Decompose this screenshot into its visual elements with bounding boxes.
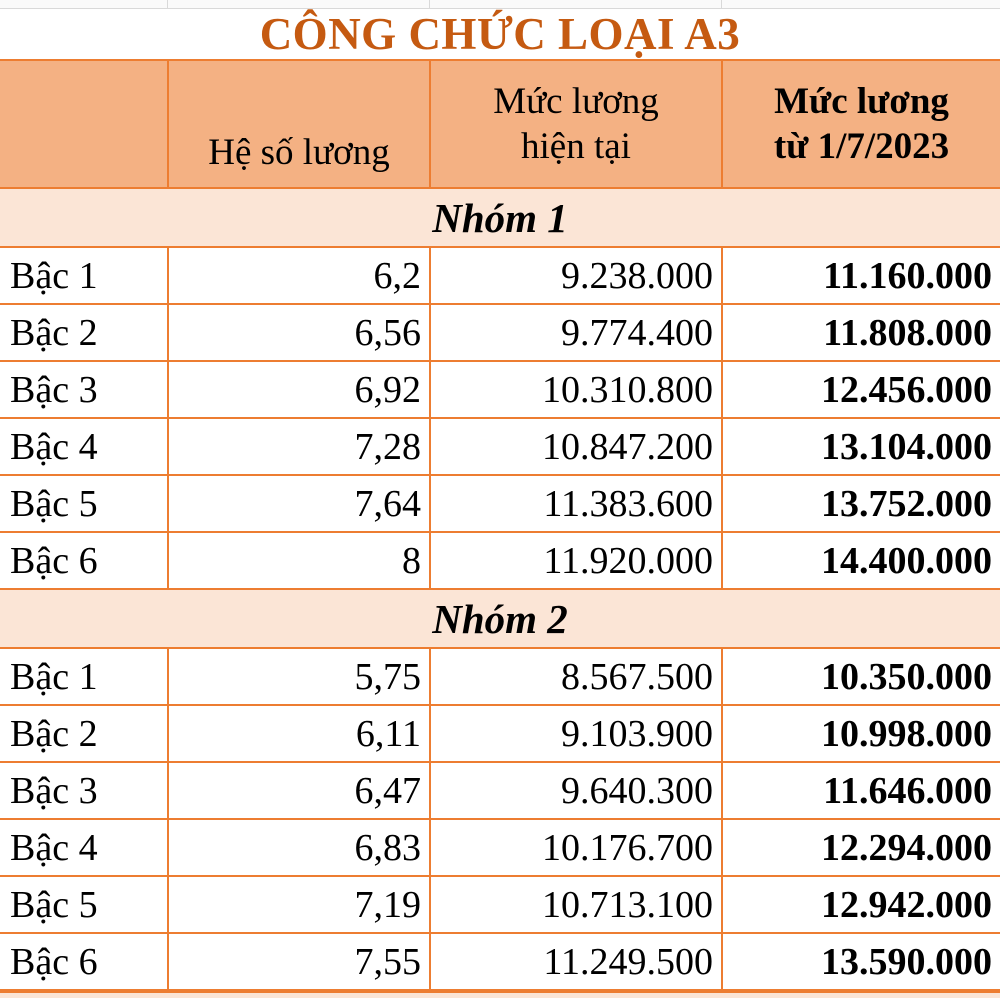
level-cell: Bậc 4 [0, 418, 168, 475]
current-salary-cell: 9.774.400 [430, 304, 722, 361]
coefficient-cell: 6,56 [168, 304, 430, 361]
level-cell: Bậc 1 [0, 247, 168, 304]
table-row [0, 247, 1000, 304]
new-salary-cell: 11.160.000 [722, 247, 1000, 304]
page-title: CÔNG CHỨC LOẠI A3 [259, 8, 741, 59]
new-salary-cell: 10.998.000 [722, 705, 1000, 762]
cropped-band-below [0, 991, 1000, 998]
current-salary-cell: 11.249.500 [430, 933, 722, 990]
new-salary-cell: 11.646.000 [722, 762, 1000, 819]
coefficient-cell: 7,55 [168, 933, 430, 990]
table-row [0, 418, 1000, 475]
header-new-line2: từ 1/7/2023 [773, 126, 950, 167]
level-cell: Bậc 1 [0, 648, 168, 705]
header-coefficient: Hệ số lương [168, 60, 430, 188]
current-salary-cell: 10.847.200 [430, 418, 722, 475]
table-row [0, 705, 1000, 762]
current-salary-cell: 9.640.300 [430, 762, 722, 819]
current-salary-cell: 10.310.800 [430, 361, 722, 418]
level-cell: Bậc 2 [0, 304, 168, 361]
new-salary-cell: 13.104.000 [722, 418, 1000, 475]
group-name: Nhóm 1 [0, 188, 1000, 247]
table-row [0, 876, 1000, 933]
coefficient-cell: 7,28 [168, 418, 430, 475]
table-row [0, 762, 1000, 819]
header-new-salary [722, 60, 1000, 188]
table-row [0, 933, 1000, 990]
level-cell: Bậc 4 [0, 819, 168, 876]
coefficient-cell: 5,75 [168, 648, 430, 705]
level-cell: Bậc 6 [0, 532, 168, 589]
table-row [0, 475, 1000, 532]
group-header-nhom-1 [0, 188, 1000, 247]
coefficient-cell: 6,2 [168, 247, 430, 304]
cropped-row-above [0, 0, 1000, 9]
table-row [0, 532, 1000, 589]
level-cell: Bậc 2 [0, 705, 168, 762]
group-header-nhom-2 [0, 589, 1000, 648]
current-salary-cell: 9.103.900 [430, 705, 722, 762]
level-cell: Bậc 5 [0, 475, 168, 532]
header-current-salary [430, 60, 722, 188]
header-empty-cell [0, 60, 168, 188]
table-row [0, 819, 1000, 876]
new-salary-cell: 11.808.000 [722, 304, 1000, 361]
coefficient-cell: 8 [168, 532, 430, 589]
current-salary-cell: 11.383.600 [430, 475, 722, 532]
gridline-tick [721, 0, 722, 8]
level-cell: Bậc 5 [0, 876, 168, 933]
salary-table [0, 59, 1000, 991]
current-salary-cell: 10.176.700 [430, 819, 722, 876]
header-current-line1: Mức lương [493, 80, 659, 122]
coefficient-cell: 6,83 [168, 819, 430, 876]
current-salary-cell: 9.238.000 [430, 247, 722, 304]
new-salary-cell: 12.294.000 [722, 819, 1000, 876]
table-row [0, 648, 1000, 705]
gridline-tick [429, 0, 430, 8]
title-row [0, 9, 1000, 59]
level-cell: Bậc 6 [0, 933, 168, 990]
coefficient-cell: 6,92 [168, 361, 430, 418]
group-name: Nhóm 2 [0, 589, 1000, 648]
level-cell: Bậc 3 [0, 762, 168, 819]
current-salary-cell: 10.713.100 [430, 876, 722, 933]
table-row [0, 361, 1000, 418]
gridline-tick [167, 0, 168, 8]
header-new-line1: Mức lương [774, 80, 949, 122]
coefficient-cell: 6,11 [168, 705, 430, 762]
new-salary-cell: 12.942.000 [722, 876, 1000, 933]
new-salary-cell: 14.400.000 [722, 532, 1000, 589]
coefficient-cell: 6,47 [168, 762, 430, 819]
coefficient-cell: 7,64 [168, 475, 430, 532]
header-current-line2: hiện tại [521, 126, 631, 167]
coefficient-cell: 7,19 [168, 876, 430, 933]
new-salary-cell: 13.752.000 [722, 475, 1000, 532]
current-salary-cell: 8.567.500 [430, 648, 722, 705]
new-salary-cell: 12.456.000 [722, 361, 1000, 418]
new-salary-cell: 10.350.000 [722, 648, 1000, 705]
table-row [0, 304, 1000, 361]
level-cell: Bậc 3 [0, 361, 168, 418]
current-salary-cell: 11.920.000 [430, 532, 722, 589]
new-salary-cell: 13.590.000 [722, 933, 1000, 990]
header-row [0, 60, 1000, 188]
